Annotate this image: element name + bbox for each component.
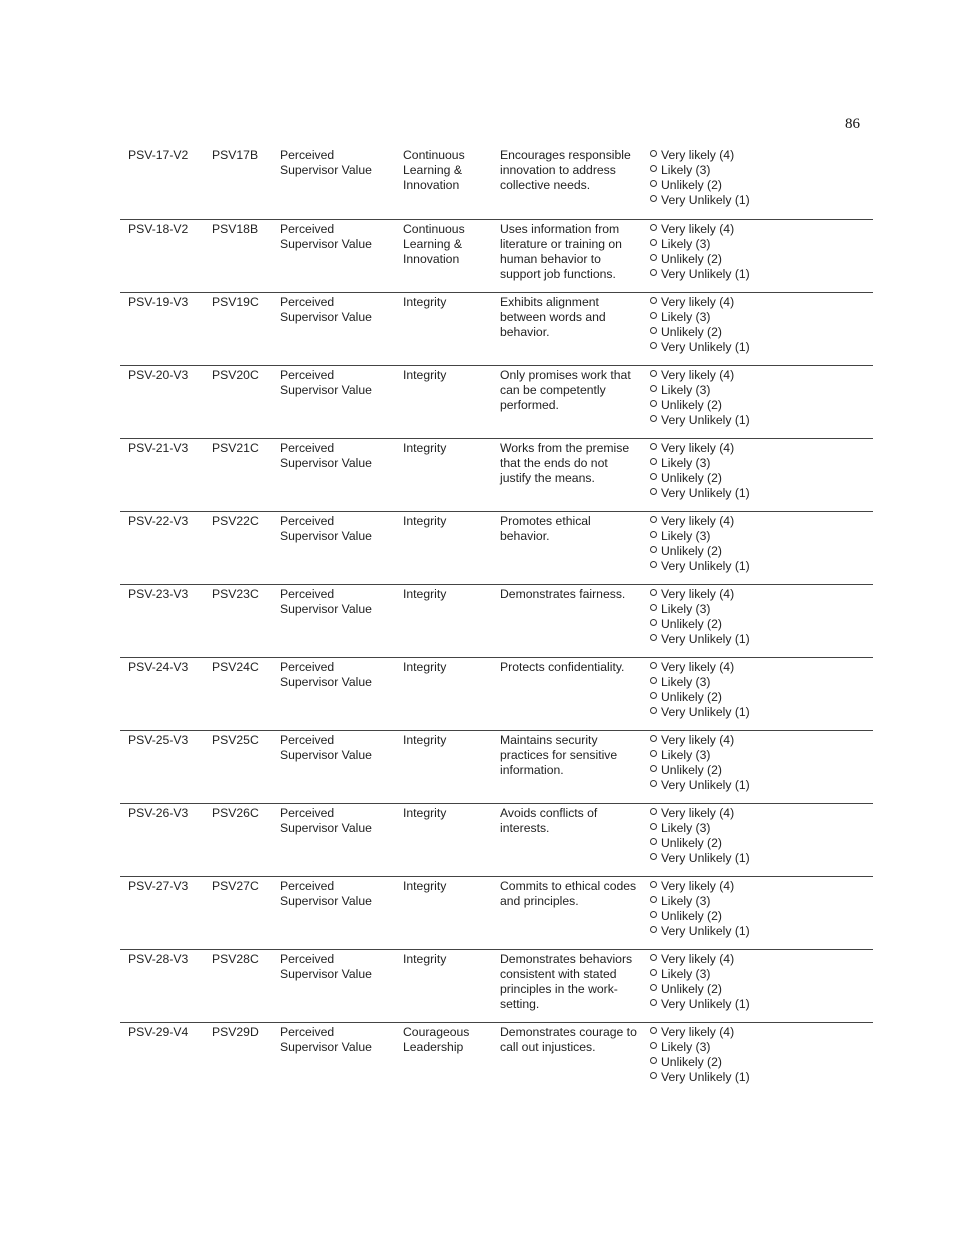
radio-circle-icon: [650, 1042, 657, 1049]
response-option-label: Very Unlikely (1): [661, 705, 750, 719]
item-id: PSV-26-V3: [128, 806, 189, 820]
response-option: [650, 1055, 810, 1070]
response-option: [650, 252, 810, 267]
response-option-label: Very likely (4): [661, 879, 735, 893]
radio-circle-icon: [650, 415, 657, 422]
response-option-label: Unlikely (2): [661, 325, 722, 339]
radio-circle-icon: [650, 269, 657, 276]
response-option-label: Likely (3): [661, 163, 711, 177]
response-option: [650, 690, 810, 705]
response-option-label: Very Unlikely (1): [661, 851, 750, 865]
radio-circle-icon: [650, 984, 657, 991]
response-option: [650, 602, 810, 617]
response-option: [650, 909, 810, 924]
response-option: [650, 267, 810, 282]
response-option: [650, 193, 810, 208]
radio-circle-icon: [650, 239, 657, 246]
response-option: [650, 295, 810, 310]
response-option: [650, 879, 810, 894]
response-option-label: Likely (3): [661, 967, 711, 981]
response-option: [650, 806, 810, 821]
response-option: [650, 310, 810, 325]
item-code: PSV27C: [212, 879, 259, 893]
construct-cell: Perceived Supervisor Value: [280, 660, 372, 689]
item-text-cell: Encourages responsible innovation to address collective needs.: [500, 148, 631, 192]
response-option: [650, 471, 810, 486]
item-text-cell: Avoids conflicts of interests.: [500, 806, 598, 835]
response-option-label: Unlikely (2): [661, 544, 722, 558]
radio-circle-icon: [650, 926, 657, 933]
radio-circle-icon: [650, 954, 657, 961]
page-number: 86: [845, 116, 860, 132]
radio-circle-icon: [650, 150, 657, 157]
item-text-cell: Demonstrates behaviors consistent with stated principles in the work- setting.: [500, 952, 633, 1011]
construct-cell: Perceived Supervisor Value: [280, 368, 372, 397]
item-text-cell: Exhibits alignment between words and behavior.: [500, 295, 606, 339]
domain-cell: Integrity: [403, 660, 447, 674]
response-option: [650, 441, 810, 456]
response-options: [650, 148, 810, 208]
response-option-label: Very likely (4): [661, 368, 735, 382]
response-options: [650, 368, 810, 428]
response-option-label: Very Unlikely (1): [661, 1070, 750, 1084]
radio-circle-icon: [650, 488, 657, 495]
item-id: PSV-25-V3: [128, 733, 189, 747]
radio-circle-icon: [650, 443, 657, 450]
item-code: PSV21C: [212, 441, 259, 455]
response-option-label: Very likely (4): [661, 1025, 735, 1039]
radio-circle-icon: [650, 750, 657, 757]
domain-cell: Continuous Learning & Innovation: [403, 222, 465, 266]
radio-circle-icon: [650, 896, 657, 903]
response-option-label: Unlikely (2): [661, 1055, 722, 1069]
item-text-cell: Demonstrates courage to call out injustices.: [500, 1025, 637, 1054]
item-id: PSV-28-V3: [128, 952, 189, 966]
radio-circle-icon: [650, 370, 657, 377]
item-code: PSV28C: [212, 952, 259, 966]
domain-cell: Integrity: [403, 733, 447, 747]
radio-circle-icon: [650, 662, 657, 669]
response-option: [650, 894, 810, 909]
item-id: PSV-29-V4: [128, 1025, 189, 1039]
response-option-label: Likely (3): [661, 310, 711, 324]
response-option: [650, 1070, 810, 1085]
response-option: [650, 851, 810, 866]
response-option: [650, 544, 810, 559]
table-row: [120, 949, 873, 1022]
construct-cell: Perceived Supervisor Value: [280, 587, 372, 616]
response-option-label: Very likely (4): [661, 660, 735, 674]
item-id: PSV-20-V3: [128, 368, 189, 382]
response-option-label: Unlikely (2): [661, 252, 722, 266]
response-option: [650, 559, 810, 574]
item-id: PSV-18-V2: [128, 222, 189, 236]
response-option: [650, 325, 810, 340]
table-row: [120, 146, 873, 219]
item-code: PSV18B: [212, 222, 259, 236]
response-options: [650, 587, 810, 647]
item-id: PSV-22-V3: [128, 514, 189, 528]
response-option-label: Very likely (4): [661, 148, 735, 162]
response-option-label: Likely (3): [661, 456, 711, 470]
radio-circle-icon: [650, 677, 657, 684]
construct-cell: Perceived Supervisor Value: [280, 295, 372, 324]
item-code: PSV17B: [212, 148, 259, 162]
radio-circle-icon: [650, 735, 657, 742]
domain-cell: Integrity: [403, 368, 447, 382]
response-option-label: Likely (3): [661, 894, 711, 908]
response-options: [650, 879, 810, 939]
item-code: PSV22C: [212, 514, 259, 528]
radio-circle-icon: [650, 707, 657, 714]
domain-cell: Integrity: [403, 295, 447, 309]
response-option-label: Very likely (4): [661, 587, 735, 601]
response-option-label: Very likely (4): [661, 222, 735, 236]
response-option: [650, 163, 810, 178]
radio-circle-icon: [650, 400, 657, 407]
construct-cell: Perceived Supervisor Value: [280, 733, 372, 762]
response-option-label: Unlikely (2): [661, 836, 722, 850]
response-option-label: Very likely (4): [661, 952, 735, 966]
radio-circle-icon: [650, 604, 657, 611]
radio-circle-icon: [650, 1072, 657, 1079]
response-option-label: Unlikely (2): [661, 690, 722, 704]
response-option-label: Likely (3): [661, 529, 711, 543]
response-options: [650, 441, 810, 501]
radio-circle-icon: [650, 516, 657, 523]
construct-cell: Perceived Supervisor Value: [280, 514, 372, 543]
response-option: [650, 632, 810, 647]
response-option: [650, 1025, 810, 1040]
response-option-label: Unlikely (2): [661, 471, 722, 485]
domain-cell: Integrity: [403, 514, 447, 528]
response-options: [650, 733, 810, 793]
response-option-label: Likely (3): [661, 602, 711, 616]
radio-circle-icon: [650, 808, 657, 815]
radio-circle-icon: [650, 838, 657, 845]
domain-cell: Integrity: [403, 879, 447, 893]
item-text-cell: Promotes ethical behavior.: [500, 514, 591, 543]
radio-circle-icon: [650, 765, 657, 772]
domain-cell: Integrity: [403, 952, 447, 966]
radio-circle-icon: [650, 619, 657, 626]
construct-cell: Perceived Supervisor Value: [280, 879, 372, 908]
table-row: [120, 1022, 873, 1095]
response-option-label: Very likely (4): [661, 295, 735, 309]
construct-cell: Perceived Supervisor Value: [280, 1025, 372, 1054]
response-options: [650, 295, 810, 355]
response-option: [650, 997, 810, 1012]
radio-circle-icon: [650, 385, 657, 392]
response-option: [650, 222, 810, 237]
item-id: PSV-17-V2: [128, 148, 189, 162]
domain-cell: Continuous Learning & Innovation: [403, 148, 465, 192]
item-id: PSV-27-V3: [128, 879, 189, 893]
response-option-label: Likely (3): [661, 821, 711, 835]
response-option-label: Likely (3): [661, 1040, 711, 1054]
response-option-label: Unlikely (2): [661, 909, 722, 923]
response-option: [650, 456, 810, 471]
item-text-cell: Uses information from literature or training on human behavior to support job functions.: [500, 222, 622, 281]
item-text-cell: Only promises work that can be competently performed.: [500, 368, 631, 412]
item-code: PSV25C: [212, 733, 259, 747]
response-option-label: Very likely (4): [661, 806, 735, 820]
response-option-label: Very Unlikely (1): [661, 340, 750, 354]
radio-circle-icon: [650, 780, 657, 787]
radio-circle-icon: [650, 999, 657, 1006]
table-row: [120, 584, 873, 657]
construct-cell: Perceived Supervisor Value: [280, 952, 372, 981]
response-option: [650, 529, 810, 544]
response-option: [650, 514, 810, 529]
response-options: [650, 806, 810, 866]
radio-circle-icon: [650, 180, 657, 187]
response-options: [650, 952, 810, 1012]
response-option-label: Unlikely (2): [661, 398, 722, 412]
response-option: [650, 1040, 810, 1055]
response-option: [650, 617, 810, 632]
domain-cell: Courageous Leadership: [403, 1025, 470, 1054]
table-row: [120, 876, 873, 949]
item-code: PSV23C: [212, 587, 259, 601]
construct-cell: Perceived Supervisor Value: [280, 222, 372, 251]
response-option: [650, 733, 810, 748]
radio-circle-icon: [650, 224, 657, 231]
radio-circle-icon: [650, 561, 657, 568]
response-option-label: Very likely (4): [661, 441, 735, 455]
radio-circle-icon: [650, 327, 657, 334]
item-text-cell: Works from the premise that the ends do not justify the means.: [500, 441, 630, 485]
response-option: [650, 763, 810, 778]
radio-circle-icon: [650, 546, 657, 553]
domain-cell: Integrity: [403, 441, 447, 455]
response-option: [650, 821, 810, 836]
radio-circle-icon: [650, 312, 657, 319]
response-option: [650, 398, 810, 413]
response-option-label: Likely (3): [661, 383, 711, 397]
radio-circle-icon: [650, 473, 657, 480]
domain-cell: Integrity: [403, 806, 447, 820]
domain-cell: Integrity: [403, 587, 447, 601]
response-option: [650, 237, 810, 252]
response-option-label: Very likely (4): [661, 514, 735, 528]
response-option-label: Very Unlikely (1): [661, 193, 750, 207]
response-options: [650, 660, 810, 720]
survey-items-table: [120, 146, 873, 1095]
item-code: PSV24C: [212, 660, 259, 674]
response-option: [650, 383, 810, 398]
item-id: PSV-19-V3: [128, 295, 189, 309]
item-id: PSV-24-V3: [128, 660, 189, 674]
radio-circle-icon: [650, 458, 657, 465]
response-option-label: Likely (3): [661, 748, 711, 762]
response-option: [650, 705, 810, 720]
response-options: [650, 514, 810, 574]
item-text-cell: Commits to ethical codes and principles.: [500, 879, 637, 908]
response-option-label: Likely (3): [661, 675, 711, 689]
radio-circle-icon: [650, 853, 657, 860]
response-option: [650, 748, 810, 763]
response-options: [650, 222, 810, 282]
response-option-label: Very Unlikely (1): [661, 559, 750, 573]
item-text-cell: Maintains security practices for sensitive information.: [500, 733, 618, 777]
response-option-label: Very Unlikely (1): [661, 924, 750, 938]
response-option: [650, 340, 810, 355]
radio-circle-icon: [650, 634, 657, 641]
item-text-cell: Demonstrates fairness.: [500, 587, 626, 601]
radio-circle-icon: [650, 342, 657, 349]
response-option: [650, 413, 810, 428]
table-row: [120, 292, 873, 365]
response-option-label: Very likely (4): [661, 733, 735, 747]
response-options: [650, 1025, 810, 1085]
table-row: [120, 438, 873, 511]
construct-cell: Perceived Supervisor Value: [280, 806, 372, 835]
radio-circle-icon: [650, 692, 657, 699]
item-code: PSV26C: [212, 806, 259, 820]
construct-cell: Perceived Supervisor Value: [280, 148, 372, 177]
response-option: [650, 587, 810, 602]
table-row: [120, 219, 873, 292]
response-option: [650, 660, 810, 675]
construct-cell: Perceived Supervisor Value: [280, 441, 372, 470]
table-row: [120, 365, 873, 438]
response-option: [650, 924, 810, 939]
radio-circle-icon: [650, 195, 657, 202]
radio-circle-icon: [650, 254, 657, 261]
item-id: PSV-21-V3: [128, 441, 189, 455]
table-row: [120, 657, 873, 730]
response-option-label: Very Unlikely (1): [661, 997, 750, 1011]
response-option: [650, 675, 810, 690]
radio-circle-icon: [650, 165, 657, 172]
radio-circle-icon: [650, 881, 657, 888]
item-id: PSV-23-V3: [128, 587, 189, 601]
radio-circle-icon: [650, 969, 657, 976]
response-option-label: Very Unlikely (1): [661, 778, 750, 792]
response-option: [650, 982, 810, 997]
table-row: [120, 730, 873, 803]
radio-circle-icon: [650, 297, 657, 304]
radio-circle-icon: [650, 589, 657, 596]
table-row: [120, 511, 873, 584]
response-option-label: Very Unlikely (1): [661, 486, 750, 500]
response-option: [650, 486, 810, 501]
response-option: [650, 967, 810, 982]
response-option: [650, 178, 810, 193]
radio-circle-icon: [650, 823, 657, 830]
radio-circle-icon: [650, 911, 657, 918]
response-option-label: Unlikely (2): [661, 763, 722, 777]
response-option-label: Very Unlikely (1): [661, 267, 750, 281]
table-row: [120, 803, 873, 876]
item-text-cell: Protects confidentiality.: [500, 660, 625, 674]
radio-circle-icon: [650, 531, 657, 538]
response-option-label: Unlikely (2): [661, 178, 722, 192]
response-option: [650, 952, 810, 967]
item-code: PSV20C: [212, 368, 259, 382]
item-code: PSV19C: [212, 295, 259, 309]
response-option-label: Very Unlikely (1): [661, 632, 750, 646]
response-option: [650, 778, 810, 793]
response-option: [650, 836, 810, 851]
response-option-label: Very Unlikely (1): [661, 413, 750, 427]
response-option-label: Likely (3): [661, 237, 711, 251]
response-option: [650, 148, 810, 163]
item-code: PSV29D: [212, 1025, 259, 1039]
response-option-label: Unlikely (2): [661, 617, 722, 631]
radio-circle-icon: [650, 1027, 657, 1034]
radio-circle-icon: [650, 1057, 657, 1064]
response-option-label: Unlikely (2): [661, 982, 722, 996]
response-option: [650, 368, 810, 383]
